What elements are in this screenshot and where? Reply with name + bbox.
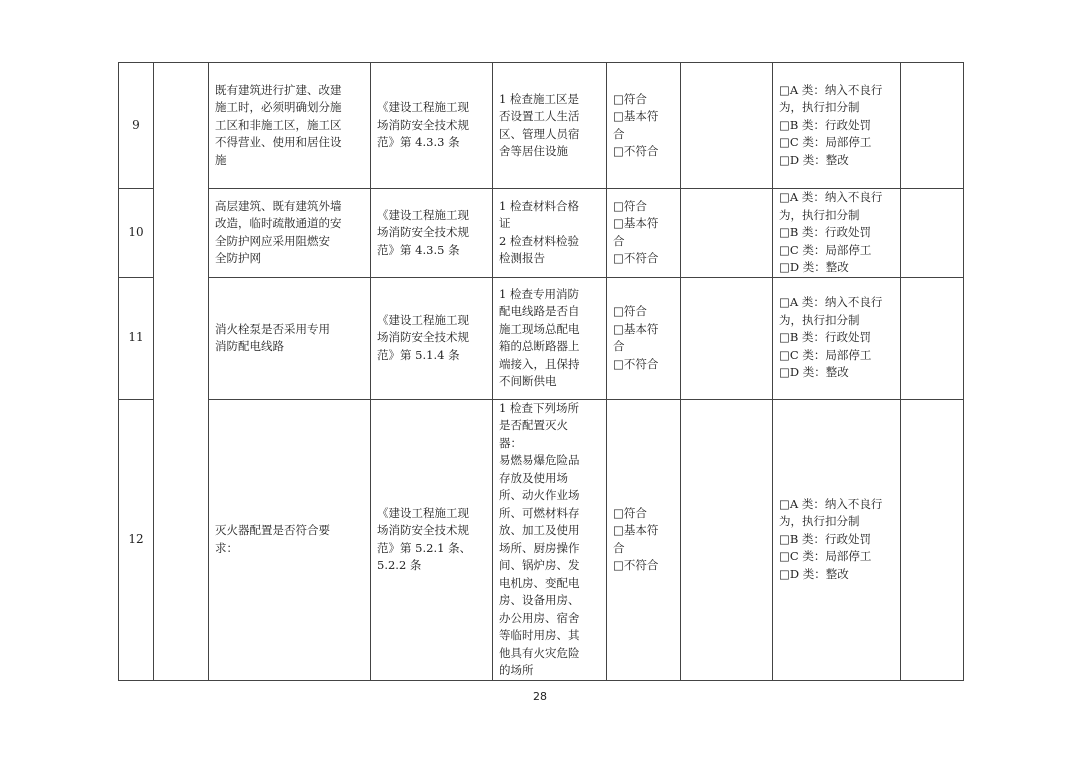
method-cell-line: 的场所 <box>499 663 534 677</box>
remarks-cell <box>901 277 964 399</box>
result-cell-line: □不符合 <box>613 251 659 266</box>
remarks-cell <box>901 189 964 278</box>
result-cell-line: 合 <box>613 233 625 248</box>
basis-cell-line: 《建设工程施工现 <box>377 100 469 115</box>
check-item-cell <box>209 63 371 189</box>
basis-cell <box>371 63 493 189</box>
row-number: 9 <box>119 63 154 189</box>
handling-cell-line: □B 类：行政处罚 <box>779 330 871 345</box>
method-cell-line: 所、动火作业场 <box>499 488 580 502</box>
method-cell <box>493 63 607 189</box>
result-cell-line: □不符合 <box>613 356 659 371</box>
handling-cell-line: □A 类：纳入不良行 <box>779 190 883 204</box>
method-cell-line: 2 检查材料检验 <box>499 233 579 248</box>
result-cell <box>607 399 681 680</box>
handling-cell-line: □B 类：行政处罚 <box>779 225 871 239</box>
result-cell-line: □符合 <box>613 198 647 213</box>
method-cell-line: 场所、厨房操作 <box>499 540 580 555</box>
handling-cell-line: □A 类：纳入不良行 <box>779 82 883 97</box>
check-item-cell-line: 工区和非施工区，施工区 <box>215 117 342 132</box>
basis-cell-line: 范》第 4.3.3 条 <box>377 135 460 150</box>
basis-cell-line: 场消防安全技术规 <box>377 225 469 239</box>
basis-cell-line: 场消防安全技术规 <box>377 117 469 132</box>
method-cell-line: 1 检查施工区是 <box>499 91 579 106</box>
result-cell-line: □基本符 <box>613 523 659 537</box>
method-cell-line: 存放及使用场 <box>499 470 568 485</box>
result-cell <box>607 189 681 278</box>
check-item-cell <box>209 399 371 680</box>
method-cell-line: 办公用房、宿舍 <box>499 610 580 625</box>
basis-cell-line: 《建设工程施工现 <box>377 312 469 327</box>
result-cell-line: □基本符 <box>613 216 659 231</box>
handling-cell-line: 为，执行扣分制 <box>779 312 860 327</box>
result-cell-line: □不符合 <box>613 558 659 572</box>
handling-cell <box>773 63 901 189</box>
method-cell-line: 房、设备用房、 <box>499 593 580 607</box>
basis-cell-line: 场消防安全技术规 <box>377 330 469 345</box>
method-cell-line: 1 检查材料合格 <box>499 198 579 213</box>
category-cell <box>154 63 209 681</box>
basis-cell <box>371 399 493 680</box>
method-cell-line: 他具有火灾危险 <box>499 645 580 660</box>
check-item-cell-line: 高层建筑、既有建筑外墙 <box>215 198 342 213</box>
method-cell-line: 电机房、变配电 <box>499 575 580 590</box>
handling-cell-line: □D 类：整改 <box>779 260 849 274</box>
check-item-cell-line: 不得营业、使用和居住设 <box>215 135 342 150</box>
row-number: 12 <box>119 399 154 680</box>
method-cell-line: 舍等居住设施 <box>499 144 568 158</box>
check-item-cell-line: 既有建筑进行扩建、改建 <box>215 82 342 97</box>
method-cell-line: 1 检查专用消防 <box>499 286 579 301</box>
basis-cell <box>371 277 493 399</box>
check-item-cell-line: 全防护网应采用阻燃安 <box>215 233 330 248</box>
row-number: 11 <box>119 277 154 399</box>
blank-cell <box>681 277 773 399</box>
handling-cell-line: □C 类：局部停工 <box>779 242 872 257</box>
check-item-cell-line: 施 <box>215 152 227 167</box>
check-item-cell <box>209 277 371 399</box>
basis-cell-line: 范》第 5.1.4 条 <box>377 347 460 362</box>
handling-cell-line: 为，执行扣分制 <box>779 514 860 529</box>
result-cell-line: □符合 <box>613 505 647 520</box>
method-cell <box>493 277 607 399</box>
handling-cell-line: □C 类：局部停工 <box>779 135 872 150</box>
method-cell-line: 否设置工人生活 <box>499 109 580 123</box>
method-cell-line: 施工现场总配电 <box>499 321 580 336</box>
basis-cell-line: 《建设工程施工现 <box>377 505 469 520</box>
handling-cell-line: □B 类：行政处罚 <box>779 117 871 132</box>
method-cell-line: 区、管理人员宿 <box>499 126 580 141</box>
basis-cell-line: 场消防安全技术规 <box>377 523 469 537</box>
handling-cell-line: □D 类：整改 <box>779 152 849 167</box>
method-cell-line: 证 <box>499 216 511 231</box>
method-cell-line: 1 检查下列场所 <box>499 400 579 415</box>
handling-cell-line: 为，执行扣分制 <box>779 100 860 115</box>
check-item-cell-line: 消火栓泵是否采用专用 <box>215 321 330 336</box>
result-cell <box>607 277 681 399</box>
result-cell-line: □基本符 <box>613 109 659 123</box>
method-cell-line: 器： <box>499 435 522 450</box>
handling-cell-line: 为，执行扣分制 <box>779 207 860 222</box>
check-item-cell-line: 全防护网 <box>215 251 261 266</box>
method-cell-line: 放、加工及使用 <box>499 523 580 537</box>
table-row <box>119 277 964 399</box>
blank-cell <box>681 63 773 189</box>
basis-cell-line: 范》第 5.2.1 条、 <box>377 540 472 555</box>
result-cell-line: □不符合 <box>613 144 659 158</box>
check-item-cell-line: 消防配电线路 <box>215 339 284 353</box>
blank-cell <box>681 189 773 278</box>
result-cell-line: 合 <box>613 540 625 555</box>
method-cell-line: 箱的总断路器上 <box>499 339 580 353</box>
handling-cell-line: □C 类：局部停工 <box>779 549 872 564</box>
handling-cell-line: □A 类：纳入不良行 <box>779 295 883 310</box>
handling-cell-line: □A 类：纳入不良行 <box>779 496 883 511</box>
handling-cell-line: □D 类：整改 <box>779 566 849 581</box>
check-item-cell-line: 改造，临时疏散通道的安 <box>215 216 342 231</box>
page-number: 28 <box>533 690 547 703</box>
handling-cell-line: □C 类：局部停工 <box>779 347 872 362</box>
handling-cell <box>773 277 901 399</box>
method-cell <box>493 189 607 278</box>
method-cell-line: 不间断供电 <box>499 374 557 388</box>
handling-cell <box>773 189 901 278</box>
remarks-cell <box>901 63 964 189</box>
check-item-cell-line: 求： <box>215 540 238 555</box>
basis-cell-line: 范》第 4.3.5 条 <box>377 242 460 257</box>
basis-cell-line: 《建设工程施工现 <box>377 207 469 222</box>
result-cell-line: □基本符 <box>613 321 659 336</box>
method-cell-line: 易燃易爆危险品 <box>499 453 580 467</box>
remarks-cell <box>901 399 964 680</box>
check-item-cell <box>209 189 371 278</box>
check-item-cell-line: 灭火器配置是否符合要 <box>215 523 330 537</box>
method-cell-line: 等临时用房、其 <box>499 628 580 642</box>
result-cell-line: 合 <box>613 126 625 141</box>
method-cell-line: 间、锅炉房、发 <box>499 558 580 572</box>
check-item-cell-line: 施工时，必须明确划分施 <box>215 100 342 115</box>
inspection-table <box>118 62 964 681</box>
result-cell-line: □符合 <box>613 91 647 106</box>
handling-cell-line: □B 类：行政处罚 <box>779 531 871 546</box>
method-cell-line: 检测报告 <box>499 251 545 266</box>
handling-cell <box>773 399 901 680</box>
method-cell-line: 是否配置灭火 <box>499 418 568 432</box>
method-cell <box>493 399 607 680</box>
table-row <box>119 63 964 189</box>
basis-cell-line: 5.2.2 条 <box>377 558 422 572</box>
blank-cell <box>681 399 773 680</box>
handling-cell-line: □D 类：整改 <box>779 365 849 380</box>
method-cell-line: 配电线路是否自 <box>499 304 580 318</box>
method-cell-line: 所、可燃材料存 <box>499 505 580 520</box>
result-cell <box>607 63 681 189</box>
table-row <box>119 189 964 278</box>
table-row <box>119 399 964 680</box>
method-cell-line: 端接入，且保持 <box>499 356 580 371</box>
row-number: 10 <box>119 189 154 278</box>
basis-cell <box>371 189 493 278</box>
result-cell-line: 合 <box>613 339 625 353</box>
result-cell-line: □符合 <box>613 304 647 318</box>
